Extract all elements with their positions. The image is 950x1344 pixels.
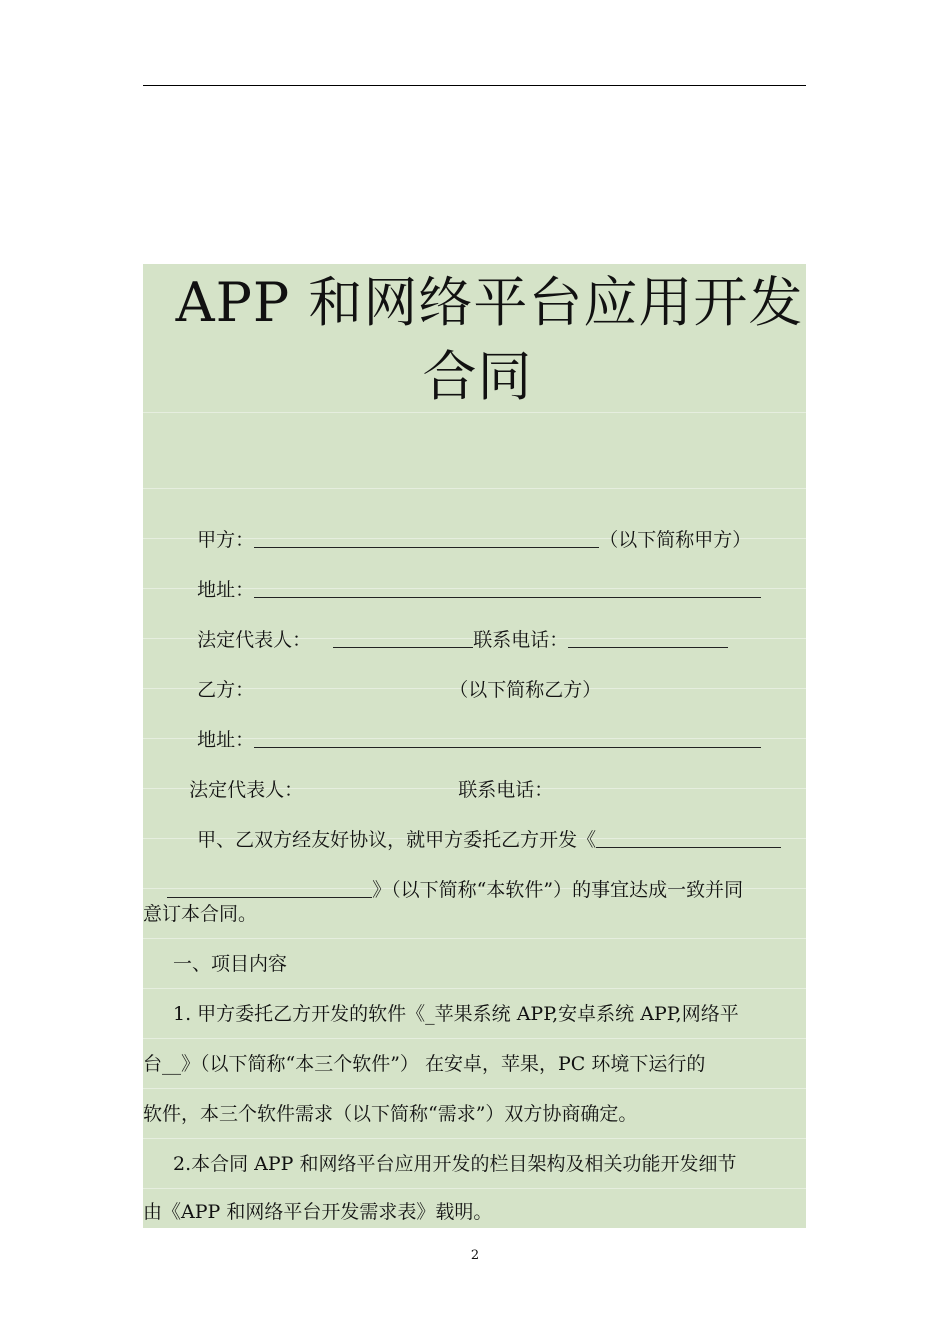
page-title: APP 和网络平台应用开发	[175, 271, 804, 334]
item1-line-3: 软件，本三个软件需求（以下简称“需求”）双方协商确定。	[143, 1103, 638, 1125]
party-b-phone-label: 联系电话：	[458, 779, 554, 801]
party-b-address-label: 地址：	[197, 729, 255, 751]
item1-line-2: 台__》（以下简称“本三个软件”） 在安卓，苹果，PC 环境下运行的	[143, 1053, 706, 1075]
software-name-field[interactable]	[596, 827, 781, 848]
item2-line-2: 由《APP 和网络平台开发需求表》载明。	[143, 1201, 493, 1223]
intro-text-1: 甲、乙双方经友好协议，就甲方委托乙方开发《	[197, 829, 597, 851]
party-a-label: 甲方：	[197, 529, 255, 551]
software-name-field-continued[interactable]	[167, 877, 372, 898]
party-a-phone-label: 联系电话：	[473, 629, 569, 651]
intro-text-2: 》（以下简称“本软件”）的事宜达成一致并同	[372, 879, 744, 901]
party-a-rep-field[interactable]	[333, 627, 473, 648]
section-heading: 一、项目内容	[173, 953, 288, 975]
item1-line-1: 1. 甲方委托乙方开发的软件《_苹果系统 APP,安卓系统 APP,网络平	[173, 1003, 739, 1025]
contract-panel	[143, 264, 806, 1228]
party-b-rep-label: 法定代表人：	[189, 779, 304, 801]
party-a-address-field[interactable]	[254, 577, 761, 598]
row-divider	[143, 412, 806, 489]
header-rule	[143, 85, 806, 86]
party-b-address-field[interactable]	[254, 727, 761, 748]
party-a-phone-field[interactable]	[568, 627, 728, 648]
party-a-suffix: （以下简称甲方）	[599, 529, 752, 551]
page-title-line2: 合同	[422, 345, 533, 408]
party-a-address-label: 地址：	[197, 579, 255, 601]
intro-line-3: 意订本合同。	[143, 903, 258, 925]
party-b-label: 乙方：	[197, 679, 255, 701]
party-a-name-field[interactable]	[254, 527, 599, 548]
party-a-rep-label: 法定代表人：	[197, 629, 312, 651]
party-b-suffix: （以下简称乙方）	[449, 679, 602, 701]
item2-line-1: 2.本合同 APP 和网络平台应用开发的栏目架构及相关功能开发细节	[173, 1153, 737, 1175]
page-number: 2	[470, 1248, 480, 1263]
